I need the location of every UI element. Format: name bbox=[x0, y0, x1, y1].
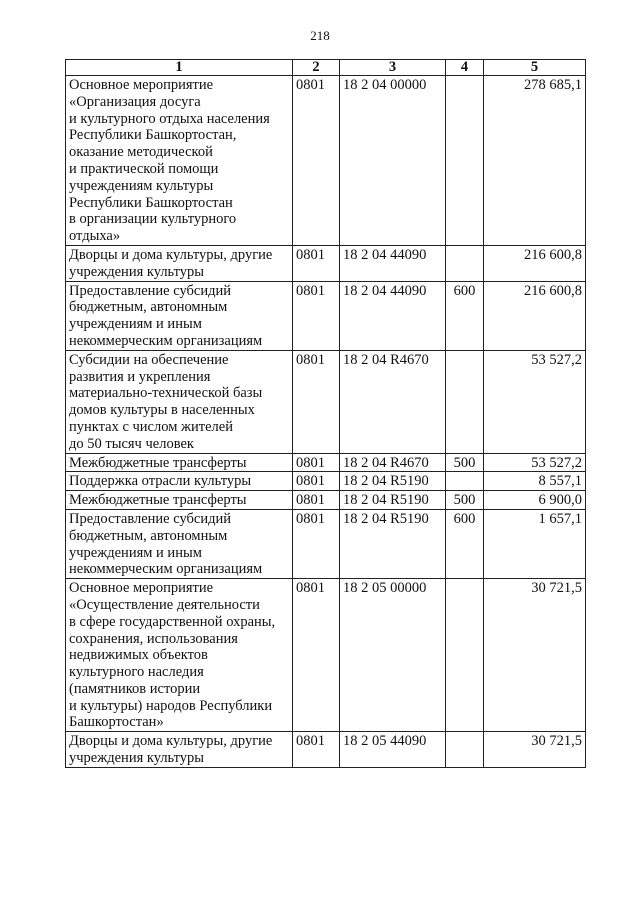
cell-code-text: 18 2 04 R5190 bbox=[343, 510, 429, 527]
cell-expense-type-text: 600 bbox=[453, 282, 476, 299]
cell-expense-type bbox=[446, 76, 484, 246]
cell-expense-type bbox=[446, 350, 484, 453]
table-row bbox=[66, 453, 586, 472]
cell-section-text: 0801 bbox=[296, 246, 325, 263]
cell-amount bbox=[484, 281, 586, 350]
cell-name-text: Поддержка отрасли культуры bbox=[69, 473, 252, 490]
cell-code-text: 18 2 04 44090 bbox=[343, 282, 427, 299]
cell-code bbox=[340, 509, 446, 578]
cell-code bbox=[340, 472, 446, 491]
cell-name-text: Субсидии на обеспечение развития и укрепления материально-технической базы домов культуры в населенных пунктах с числом жителей до 50 тысяч человек bbox=[69, 351, 263, 452]
cell-name bbox=[66, 76, 293, 246]
cell-name-text: Дворцы и дома культуры, другие учреждения культуры bbox=[69, 246, 273, 280]
cell-section-text: 0801 bbox=[296, 454, 325, 471]
cell-name-text: Межбюджетные трансферты bbox=[69, 492, 247, 509]
cell-section bbox=[293, 472, 340, 491]
cell-amount-text: 53 527,2 bbox=[531, 351, 582, 368]
cell-name bbox=[66, 281, 293, 350]
cell-name bbox=[66, 453, 293, 472]
table-row bbox=[66, 579, 586, 732]
cell-name-text: Дворцы и дома культуры, другие учреждения культуры bbox=[69, 733, 273, 767]
cell-section-text: 0801 bbox=[296, 510, 325, 527]
cell-code-text: 18 2 04 R4670 bbox=[343, 351, 429, 368]
cell-name bbox=[66, 350, 293, 453]
cell-amount-text: 30 721,5 bbox=[531, 580, 582, 597]
table-row bbox=[66, 245, 586, 281]
cell-amount-text: 6 900,0 bbox=[538, 492, 582, 509]
cell-amount-text: 278 685,1 bbox=[524, 77, 582, 93]
cell-expense-type bbox=[446, 281, 484, 350]
cell-name bbox=[66, 245, 293, 281]
cell-name bbox=[66, 579, 293, 732]
cell-code bbox=[340, 453, 446, 472]
cell-code-text: 18 2 04 R4670 bbox=[343, 454, 429, 471]
cell-section bbox=[293, 245, 340, 281]
cell-expense-type bbox=[446, 453, 484, 472]
cell-name-text: Основное мероприятие «Осуществление деятельности в сфере государственной охраны, сохранения, использования недвижимых объектов культурного наследия (памятников истории и культуры) народов Республики Башкортостан» bbox=[69, 580, 276, 731]
cell-amount-text: 216 600,8 bbox=[524, 246, 582, 263]
cell-amount bbox=[484, 245, 586, 281]
cell-amount-text: 53 527,2 bbox=[531, 454, 582, 471]
header-col-1: 1 bbox=[66, 60, 293, 76]
table-row bbox=[66, 76, 586, 246]
header-row bbox=[66, 60, 586, 76]
cell-section bbox=[293, 732, 340, 768]
cell-name bbox=[66, 509, 293, 578]
cell-section bbox=[293, 281, 340, 350]
cell-code bbox=[340, 245, 446, 281]
cell-amount bbox=[484, 350, 586, 453]
cell-code-text: 18 2 04 00000 bbox=[343, 77, 427, 93]
table-row bbox=[66, 472, 586, 491]
cell-code bbox=[340, 491, 446, 510]
cell-section-text: 0801 bbox=[296, 733, 325, 750]
cell-amount-text: 30 721,5 bbox=[531, 733, 582, 750]
cell-name-text: Основное мероприятие «Организация досуга и культурного отдыха населения Республики Башкортостан, оказание методической и практической помощи учреждениям культуры Республики Башкортостан в организации культурного отдыха» bbox=[69, 77, 270, 245]
cell-amount bbox=[484, 453, 586, 472]
table-row bbox=[66, 509, 586, 578]
table-row bbox=[66, 491, 586, 510]
cell-section bbox=[293, 509, 340, 578]
cell-code bbox=[340, 579, 446, 732]
cell-section bbox=[293, 579, 340, 732]
header-col-5: 5 bbox=[484, 60, 586, 76]
cell-section-text: 0801 bbox=[296, 282, 325, 299]
cell-code bbox=[340, 350, 446, 453]
cell-section bbox=[293, 453, 340, 472]
header-col-3: 3 bbox=[340, 60, 446, 76]
cell-section-text: 0801 bbox=[296, 580, 325, 597]
table-row bbox=[66, 732, 586, 768]
cell-amount-text: 8 557,1 bbox=[538, 473, 582, 490]
cell-amount bbox=[484, 732, 586, 768]
cell-expense-type-text: 500 bbox=[453, 454, 476, 471]
table-row bbox=[66, 350, 586, 453]
page-number: 218 bbox=[310, 28, 330, 43]
cell-code-text: 18 2 04 R5190 bbox=[343, 492, 429, 509]
cell-code-text: 18 2 04 R5190 bbox=[343, 473, 429, 490]
cell-expense-type-text: 500 bbox=[453, 492, 476, 509]
cell-section bbox=[293, 350, 340, 453]
cell-expense-type bbox=[446, 579, 484, 732]
cell-section-text: 0801 bbox=[296, 473, 325, 490]
cell-code bbox=[340, 76, 446, 246]
cell-expense-type bbox=[446, 472, 484, 491]
cell-name-text: Предоставление субсидий бюджетным, автономным учреждениям и иным некоммерческим организациям bbox=[69, 282, 263, 349]
cell-section-text: 0801 bbox=[296, 351, 325, 368]
cell-amount bbox=[484, 76, 586, 246]
cell-section-text: 0801 bbox=[296, 492, 325, 509]
cell-code-text: 18 2 05 44090 bbox=[343, 733, 427, 750]
cell-expense-type bbox=[446, 491, 484, 510]
cell-section bbox=[293, 76, 340, 246]
cell-name bbox=[66, 491, 293, 510]
cell-amount bbox=[484, 509, 586, 578]
cell-amount-text: 216 600,8 bbox=[524, 282, 582, 299]
budget-table bbox=[65, 59, 586, 768]
table-row bbox=[66, 281, 586, 350]
cell-expense-type bbox=[446, 732, 484, 768]
cell-expense-type-text: 600 bbox=[453, 510, 476, 527]
cell-expense-type bbox=[446, 245, 484, 281]
cell-code-text: 18 2 04 44090 bbox=[343, 246, 427, 263]
cell-name bbox=[66, 732, 293, 768]
cell-code-text: 18 2 05 00000 bbox=[343, 580, 427, 597]
cell-section bbox=[293, 491, 340, 510]
cell-amount bbox=[484, 491, 586, 510]
cell-amount bbox=[484, 472, 586, 491]
header-col-2: 2 bbox=[293, 60, 340, 76]
cell-expense-type bbox=[446, 509, 484, 578]
cell-amount bbox=[484, 579, 586, 732]
cell-name-text: Межбюджетные трансферты bbox=[69, 454, 247, 471]
cell-name-text: Предоставление субсидий бюджетным, автономным учреждениям и иным некоммерческим организациям bbox=[69, 510, 263, 578]
header-col-4: 4 bbox=[446, 60, 484, 76]
cell-code bbox=[340, 732, 446, 768]
cell-amount-text: 1 657,1 bbox=[538, 510, 582, 527]
cell-code bbox=[340, 281, 446, 350]
cell-name bbox=[66, 472, 293, 491]
cell-section-text: 0801 bbox=[296, 77, 325, 93]
